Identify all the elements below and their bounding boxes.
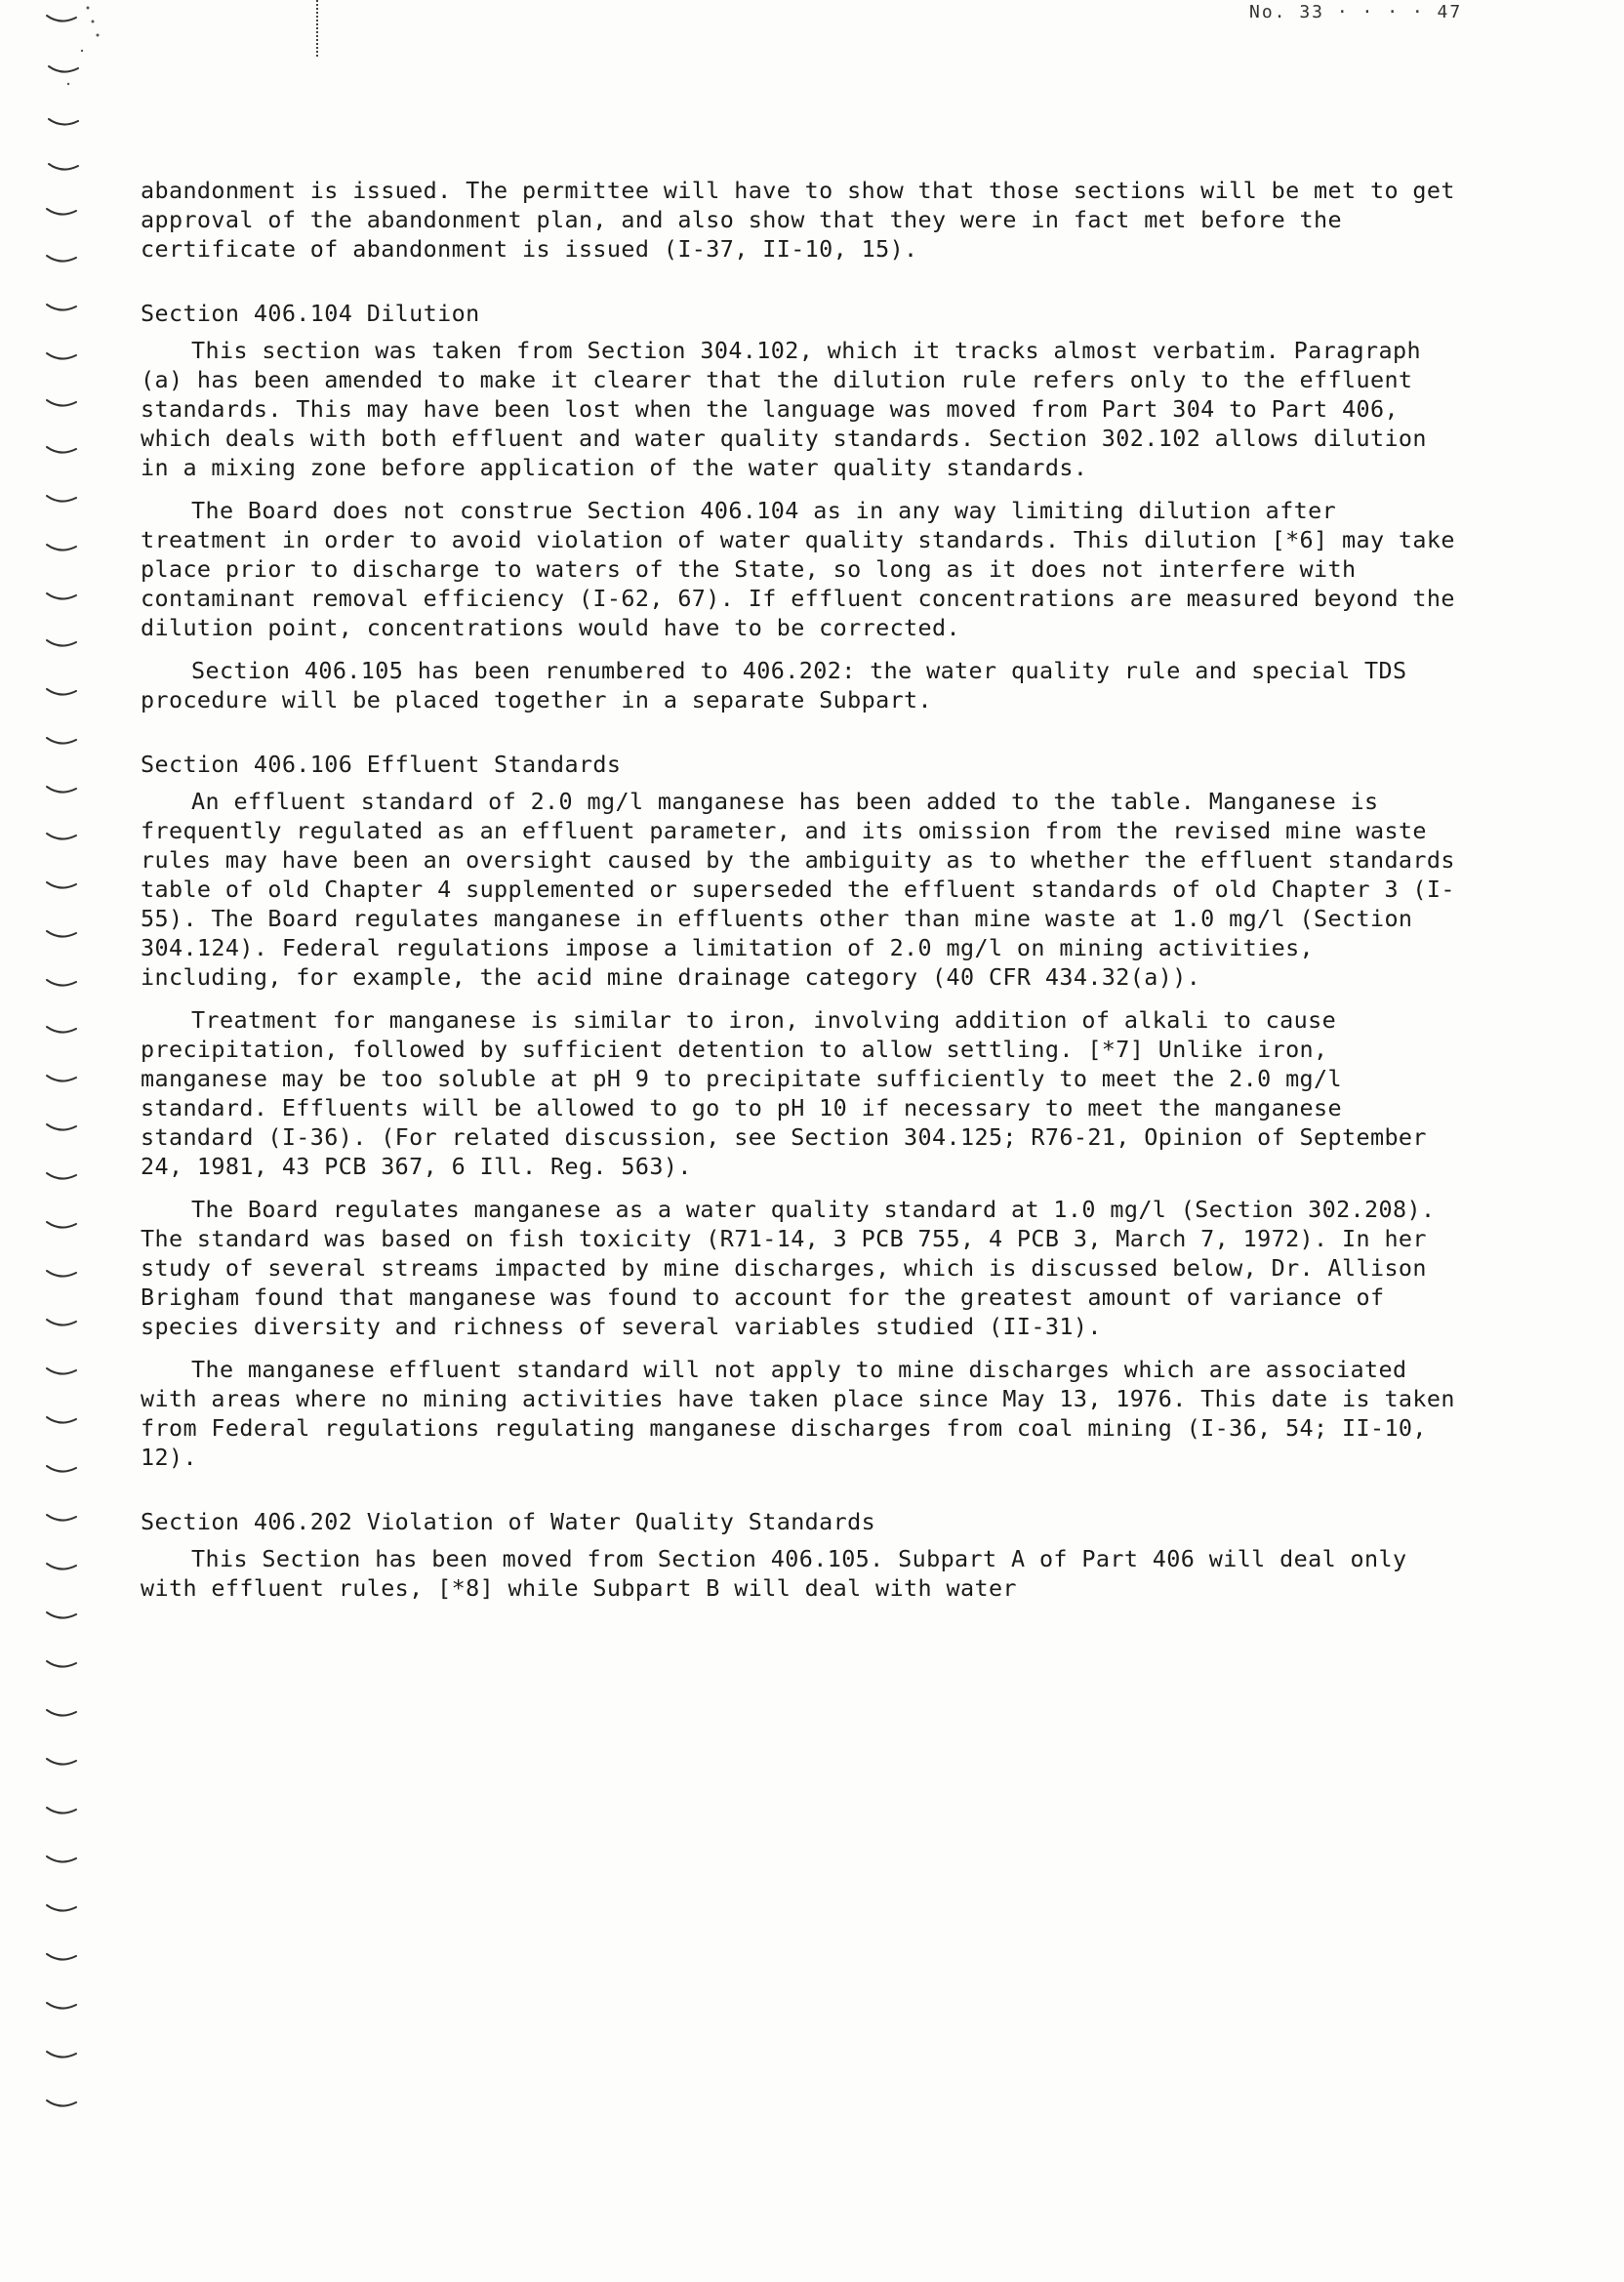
paragraph: Section 406.105 has been renumbered to 406.202: the water quality rule and special TDS procedure will be placed together in a separate Subpart. (141, 657, 1407, 713)
page-number: No. 33 · · · · 47 (1249, 2, 1463, 22)
section-heading: Section 406.106 Effluent Standards (141, 751, 622, 778)
binding-mark (316, 0, 320, 57)
document-body (141, 176, 1468, 1616)
paragraph: The manganese effluent standard will not apply to mine discharges which are associated with areas where no mining activities have taken place since May 13, 1976. This date is taken from Federal regulations regulating manganese discharges from coal mining (I-36, 54; II-10, 12). (141, 1356, 1455, 1471)
paragraph: The Board regulates manganese as a water quality standard at 1.0 mg/l (Section 302.208). The standard was based on fish toxicity (R71-14, 3 PCB 755, 4 PCB 3, March 7, 1972). In her study of several streams impacted by mine discharges, which is discussed below, Dr. Allison Brigham found that manganese was found to account for the greatest amount of variance of species diversity and richness of several variables studied (II-31). (141, 1196, 1436, 1340)
paragraph: Treatment for manganese is similar to iron, involving addition of alkali to cause precipitation, followed by sufficient detention to allow settling. [*7] Unlike iron, manganese may be too soluble at pH 9 to precipitate sufficiently to meet the 2.0 mg/l standard. Effluents will be allowed to go to pH 10 if necessary to meet the manganese standard (I-36). (For related discussion, see Section 304.125; R76-21, Opinion of September 24, 1981, 43 PCB 367, 6 Ill. Reg. 563). (141, 1006, 1427, 1180)
paragraph: This Section has been moved from Section 406.105. Subpart A of Part 406 will deal only with effluent rules, [*8] while Subpart B will deal with water (141, 1545, 1407, 1602)
paragraph: An effluent standard of 2.0 mg/l manganese has been added to the table. Manganese is frequently regulated as an effluent parameter, and its omission from the revised mine waste rules may have been an oversight caused by the ambiguity as to whether the effluent standards table of old Chapter 4 supplemented or superseded the effluent standards of old Chapter 3 (I-55). The Board regulates manganese in effluents other than mine waste at 1.0 mg/l (Section 304.124). Federal regulations impose a limitation of 2.0 mg/l on mining activities, including, for example, the acid mine drainage category (40 CFR 434.32(a)). (141, 788, 1455, 991)
intro-paragraph: abandonment is issued. The permittee will have to show that those sections will be met to get approval of the abandonment plan, and also show that they were in fact met before the certificate of abandonment is issued (I-37, II-10, 15). (141, 177, 1455, 263)
section-heading: Section 406.202 Violation of Water Quality Standards (141, 1508, 876, 1535)
section-heading: Section 406.104 Dilution (141, 300, 480, 327)
paragraph: The Board does not construe Section 406.104 as in any way limiting dilution after treatment in order to avoid violation of water quality standards. This dilution [*6] may take place prior to discharge to waters of the State, so long as it does not interfere with contaminant removal efficiency (I-62, 67). If effluent concentrations are measured beyond the dilution point, concentrations would have to be corrected. (141, 497, 1455, 641)
margin-punch-marks (0, 0, 117, 2282)
paragraph: This section was taken from Section 304.102, which it tracks almost verbatim. Paragraph (a) has been amended to make it clearer that the dilution rule refers only to the effluent standards. This may have been lost when the language was moved from Part 304 to Part 406, which deals with both effluent and water quality standards. Section 302.102 allows dilution in a mixing zone before application of the water quality standards. (141, 337, 1427, 481)
